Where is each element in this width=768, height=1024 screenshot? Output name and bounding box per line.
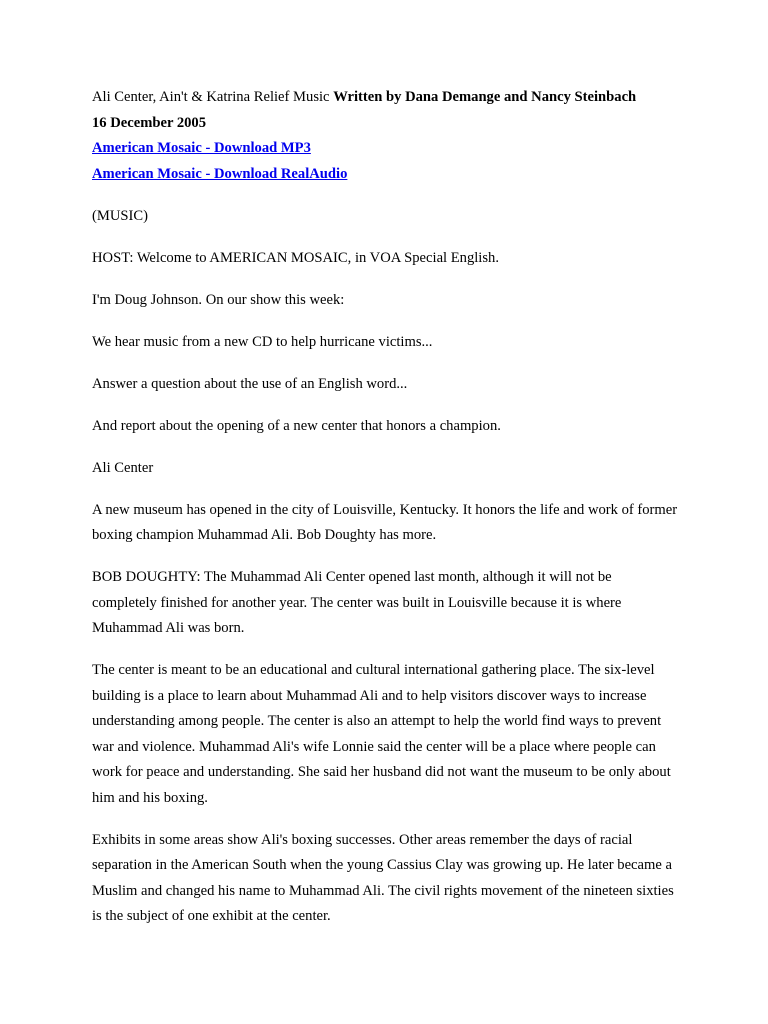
paragraph-agenda-music: We hear music from a new CD to help hurricane victims...: [92, 333, 433, 350]
section-heading-ali-center: Ali Center: [92, 459, 154, 476]
paragraph-host-welcome: HOST: Welcome to AMERICAN MOSAIC, in VOA Special English.: [92, 249, 499, 266]
paragraph-exhibits: Exhibits in some areas show Ali's boxing successes. Other areas remember the days of racial separation in the American South when the young Cassius Clay was growing up. He later became a Muslim and changed his name to Muhammad Ali. The civil rights movement of the nineteen sixties is the subject of one exhibit at the center.: [92, 831, 674, 924]
article-date: 16 December 2005: [92, 114, 207, 131]
article-title-line: [92, 85, 678, 111]
article-byline: Written by Dana Demange and Nancy Steinbach: [333, 89, 637, 105]
paragraph-host-intro: I'm Doug Johnson. On our show this week:: [92, 291, 345, 308]
article-date-line: [92, 111, 678, 137]
mp3-link-line: [92, 136, 678, 162]
paragraph-center-purpose: The center is meant to be an educational and cultural international gathering place. The six-level building is a place to learn about Muhammad Ali and to help visitors discover ways to increase understanding among people. The center is also an attempt to help the world find ways to prevent war and violence. Muhammad Ali's wife Lonnie said the center will be a place where people can work for peace and understanding. She said her husband did not want the museum to be only about him and his boxing.: [92, 662, 671, 806]
paragraph-museum-opened: A new museum has opened in the city of Louisville, Kentucky. It honors the life and work of former boxing champion Muhammad Ali. Bob Doughty has more.: [92, 501, 678, 543]
paragraph-bob-doughty: BOB DOUGHTY: The Muhammad Ali Center opened last month, although it will not be completely finished for another year. The center was built in Louisville because it is where Muhammad Ali was born.: [92, 569, 622, 636]
paragraph-music-cue: (MUSIC): [92, 207, 148, 224]
article-header: [92, 85, 678, 187]
paragraph-agenda-center: And report about the opening of a new center that honors a champion.: [92, 417, 501, 434]
paragraph-agenda-word: Answer a question about the use of an English word...: [92, 375, 408, 392]
article-title: Ali Center, Ain't & Katrina Relief Music: [92, 89, 334, 105]
realaudio-link-line: [92, 162, 678, 188]
article-body: [92, 204, 678, 930]
download-realaudio-link[interactable]: American Mosaic - Download RealAudio: [92, 165, 348, 182]
download-mp3-link[interactable]: American Mosaic - Download MP3: [92, 140, 311, 156]
